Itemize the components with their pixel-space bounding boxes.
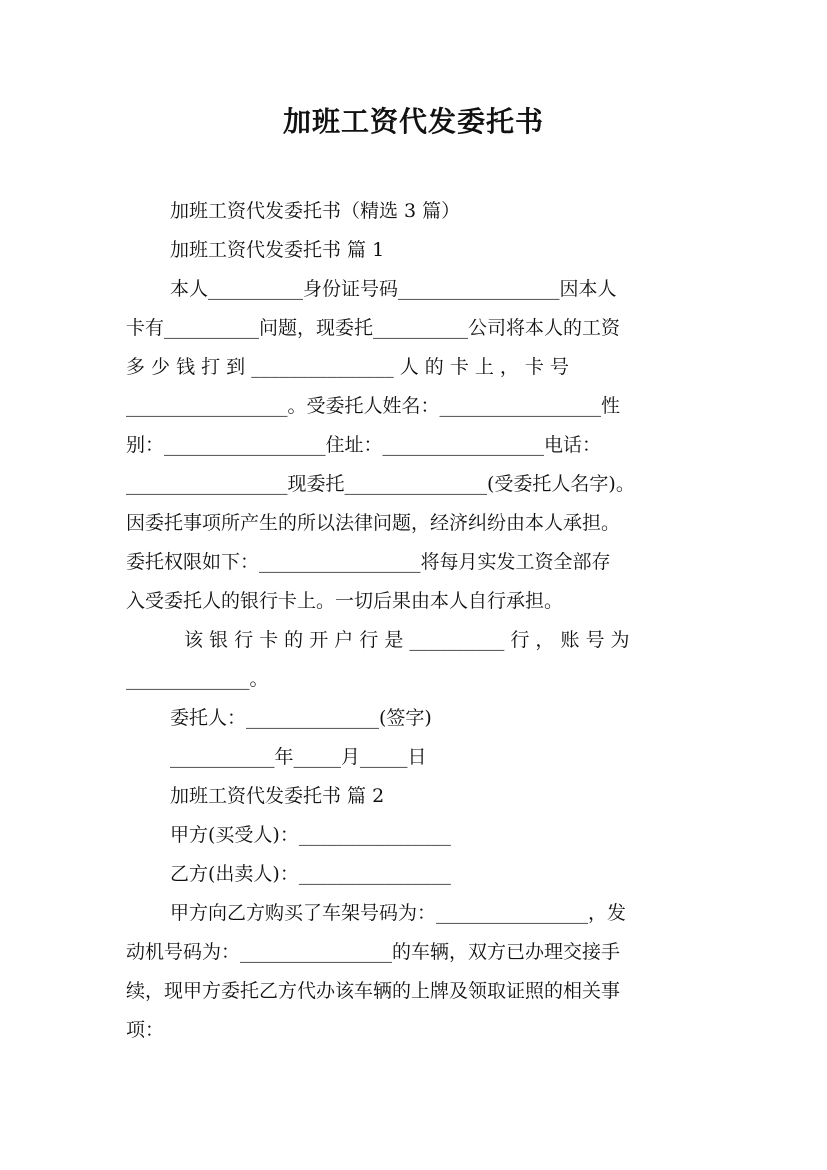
section-heading-1: 加班工资代发委托书 篇 1: [170, 239, 385, 261]
paragraph-line: 本人__________身份证号码_________________因本人: [170, 278, 617, 300]
paragraph-line: 卡有__________问题，现委托__________公司将本人的工资: [126, 317, 621, 339]
party-a-line: 甲方(买受人)：________________: [170, 824, 451, 846]
paragraph-line: _________________。受委托人姓名：_________________性: [126, 395, 621, 417]
paragraph-line: 委托权限如下：_________________将每月实发工资全部存: [126, 551, 611, 573]
paragraph-line: 甲方向乙方购买了车架号码为：________________，发: [170, 902, 627, 924]
section-heading-2: 加班工资代发委托书 篇 2: [170, 785, 385, 807]
paragraph-line: 动机号码为：________________的车辆，双方已办理交接手: [126, 941, 621, 963]
paragraph-line: 因委托事项所产生的所以法律问题，经济纠纷由本人承担。: [126, 512, 621, 534]
paragraph-line: 别：_________________住址：_________________电话：: [126, 434, 602, 456]
paragraph-line: _________________现委托_______________(受委托人名字)。: [126, 473, 635, 495]
paragraph-line: 多 少 钱 打 到 _______________ 人 的 卡 上 ， 卡 号: [126, 356, 569, 378]
party-b-line: 乙方(出卖人)：________________: [170, 863, 451, 885]
paragraph-line: _____________。: [126, 668, 269, 690]
paragraph-line: 入受委托人的银行卡上。一切后果由本人自行承担。: [126, 590, 564, 612]
paragraph-line: 项：: [126, 1019, 165, 1041]
date-line: ___________年_____月_____日: [170, 746, 427, 768]
paragraph-line: 续，现甲方委托乙方代办该车辆的上牌及领取证照的相关事: [126, 980, 621, 1002]
document-title: 加班工资代发委托书: [282, 105, 544, 138]
signature-line: 委托人：______________(签字): [170, 707, 432, 729]
subtitle-selected: 加班工资代发委托书（精选 3 篇）: [170, 200, 461, 222]
paragraph-line: 该 银 行 卡 的 开 户 行 是 __________ 行 ， 账 号 为: [184, 629, 630, 651]
